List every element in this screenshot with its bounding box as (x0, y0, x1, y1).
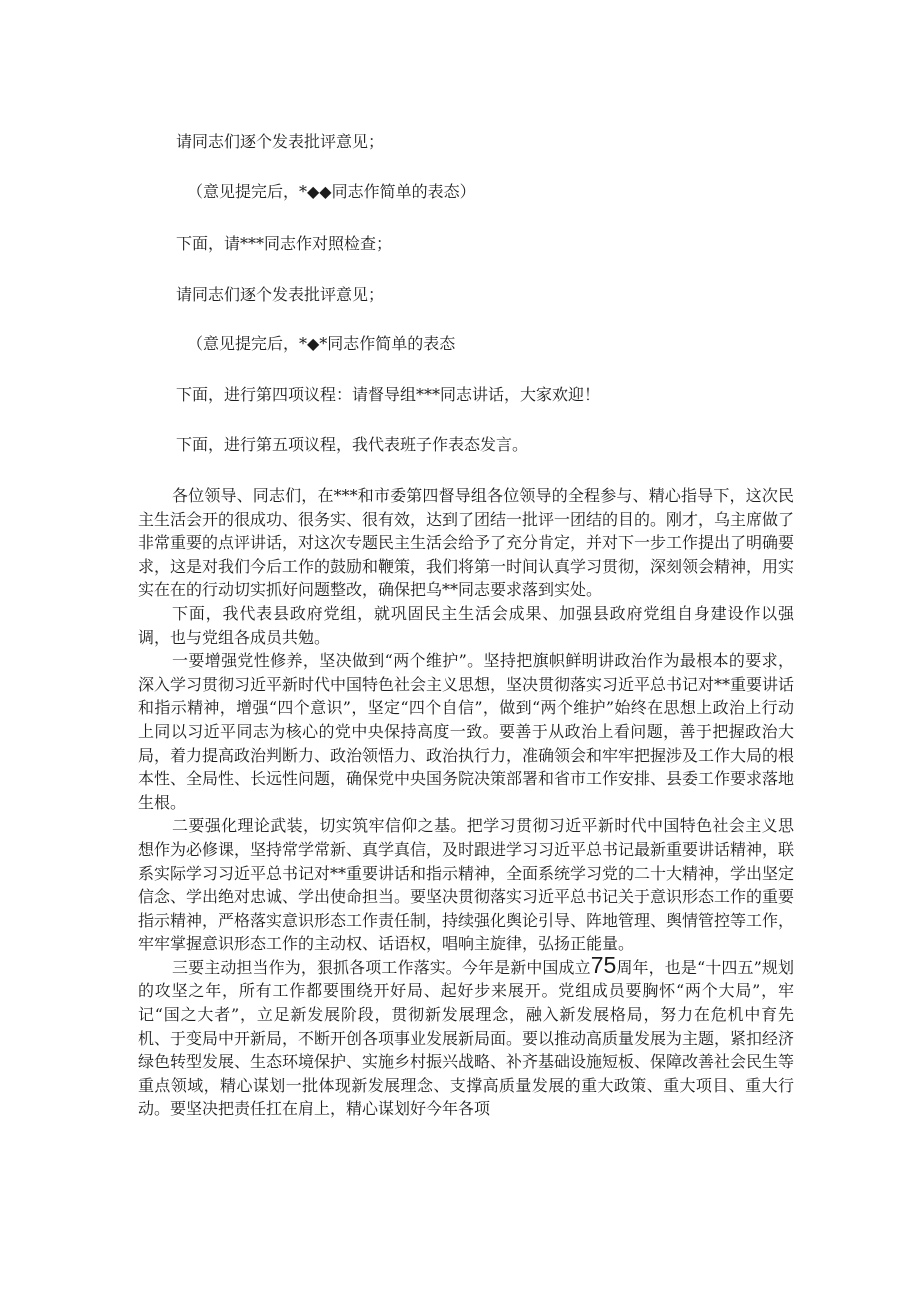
agenda-line-4: 请同志们逐个发表批评意见； (176, 285, 385, 304)
speech-paragraph-5-rest: 周年，也是“十四五”规划的攻坚之年，所有工作都要围绕开好局、起好步来展开。党组成员要胸怀“两个大局”，牢记“国之大者”，立足新发展阶段，贯彻新发展理念，融入新发展格局，努力在危机中育先机、于变局中开新局，不断开创各项事业发展新局面。要以推动高质量发展为主题，紧扣经济绿色转型发展、生态环境保护、实施乡村振兴战略、补齐基础设施短板、保障改善社会民生等重点领域，精心谋划一批体现新发展理念、支撑高质量发展的重大政策、重大项目、重大行动。要坚决把责任扛在肩上，精心谋划好今年各项 (138, 957, 795, 1119)
agenda-line-5: （意见提完后，*◆*同志作简单的表态 (187, 334, 456, 353)
speech-paragraph-5-start: 三要主动担当作为，狠抓各项工作落实。今年是新中国成立 (172, 957, 591, 977)
speech-paragraph-4: 二要强化理论武装，切实筑牢信仰之基。把学习贯彻习近平新时代中国特色社会主义思想作为必修课，坚持常学常新、真学真信，及时跟进学习习近平总书记最新重要讲话精神，联系实际学习习近平总书记对**重要讲话和指示精神，全面系统学习党的二十大精神，学出坚定信念、学出绝对忠诚、学出使命担当。要坚决贯彻落实习近平总书记关于意识形态工作的重要指示精神，严格落实意识形态工作责任制，持续强化舆论引导、阵地管理、舆情管控等工作，牢牢掌握意识形态工作的主动权、话语权，唱响主旋律，弘扬正能量。 (138, 816, 795, 954)
speech-paragraph-2: 下面，我代表县政府党组，就巩固民主生活会成果、加强县政府党组自身建设作以强调，也与党组各成员共勉。 (138, 603, 794, 647)
agenda-line-3: 下面，请***同志作对照检查； (176, 234, 393, 253)
anniversary-number: 75 (590, 951, 617, 978)
speech-body (138, 484, 794, 1121)
speech-paragraph-3: 一要增强党性修养，坚决做到“两个维护”。坚持把旗帜鲜明讲政治作为最根本的要求，深入学习贯彻习近平新时代中国特色社会主义思想，坚决贯彻落实习近平总书记对**重要讲话和指示精神，增强“四个意识”，坚定“四个自信”，做到“两个维护”始终在思想上政治上行动上同以习近平同志为核心的党中央保持高度一致。要善于从政治上看问题，善于把握政治大局，着力提高政治判断力、政治领悟力、政治执行力，准确领会和牢牢把握涉及工作大局的根本性、全局性、长远性问题，确保党中央国务院决策部署和省市工作安排、县委工作要求落地生根。 (138, 651, 795, 812)
speech-paragraph-5 (138, 951, 795, 1121)
agenda-line-2: （意见提完后，*◆◆同志作简单的表态） (187, 182, 476, 201)
speech-paragraph-1: 各位领导、同志们，在***和市委第四督导组各位领导的全程参与、精心指导下，这次民主生活会开的很成功、很务实、很有效，达到了团结一批评一团结的目的。刚才，乌主席做了非常重要的点评讲话，对这次专题民主生活会给予了充分肯定，并对下一步工作提出了明确要求，这是对我们今后工作的鼓励和鞭策，我们将第一时间认真学习贯彻，深刻领会精神，用实实在在的行动切实抓好问题整改，确保把乌**同志要求落到实处。 (138, 486, 795, 600)
agenda-line-1: 请同志们逐个发表批评意见； (176, 132, 385, 151)
agenda-line-7: 下面，进行第五项议程，我代表班子作表态发言。 (176, 435, 529, 454)
agenda-line-6: 下面，进行第四项议程：请督导组***同志讲话，大家欢迎！ (176, 385, 601, 404)
